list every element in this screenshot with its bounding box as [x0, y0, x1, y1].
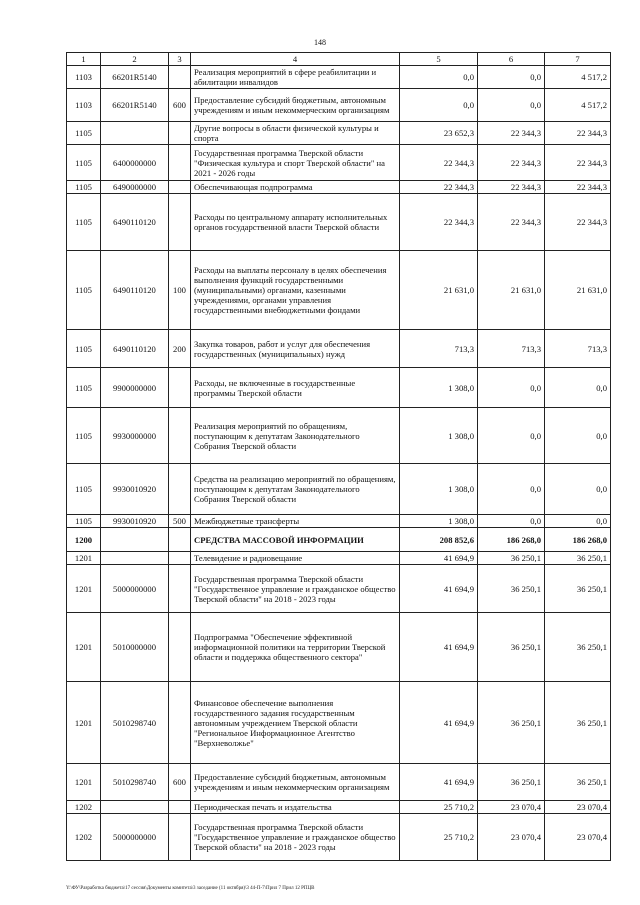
- name-cell: Расходы, не включенные в государственные программы Тверской области: [191, 368, 400, 408]
- table-row: [67, 764, 611, 801]
- section-cell: 1105: [67, 515, 101, 528]
- code-cell: [101, 122, 169, 145]
- name-cell: Закупка товаров, работ и услуг для обеспечения государственных (муниципальных) нужд: [191, 330, 400, 368]
- code-cell: 66201R5140: [101, 89, 169, 122]
- amount-2023-cell: 22 344,3: [478, 194, 545, 251]
- name-cell: Государственная программа Тверской области "Государственное управление и гражданское общество Тверской области" на 2018 - 2023 годы: [191, 565, 400, 613]
- amount-2023-cell: 36 250,1: [478, 764, 545, 801]
- table-row: [67, 565, 611, 613]
- amount-2022-cell: 1 308,0: [400, 464, 478, 515]
- amount-2024-cell: 36 250,1: [545, 682, 611, 764]
- amount-2022-cell: 1 308,0: [400, 368, 478, 408]
- amount-2022-cell: 713,3: [400, 330, 478, 368]
- page-number: 148: [314, 38, 326, 47]
- table-row: [67, 613, 611, 682]
- code-cell: 5010000000: [101, 613, 169, 682]
- amount-2024-cell: 36 250,1: [545, 764, 611, 801]
- expense-type-cell: [169, 66, 191, 89]
- table-row: [67, 251, 611, 330]
- name-cell: Реализация мероприятий в сфере реабилитации и абилитации инвалидов: [191, 66, 400, 89]
- expense-type-cell: [169, 145, 191, 181]
- expense-type-cell: 100: [169, 251, 191, 330]
- table-row: [67, 528, 611, 552]
- amount-2024-cell: 22 344,3: [545, 194, 611, 251]
- name-cell: Расходы на выплаты персоналу в целях обеспечения выполнения функций государственными (муниципальными) органами, казенными учреждениями, органами управления государственными внебюджетными фондами: [191, 251, 400, 330]
- amount-2024-cell: 23 070,4: [545, 814, 611, 861]
- amount-2023-cell: 22 344,3: [478, 181, 545, 194]
- amount-2023-cell: 36 250,1: [478, 682, 545, 764]
- name-cell: Подпрограмма "Обеспечение эффективной информационной политики на территории Тверской области и поддержка общественного сектора": [191, 613, 400, 682]
- amount-2024-cell: 0,0: [545, 464, 611, 515]
- amount-2022-cell: 23 652,3: [400, 122, 478, 145]
- amount-2023-cell: 0,0: [478, 368, 545, 408]
- table-row: [67, 552, 611, 565]
- amount-2023-cell: 186 268,0: [478, 528, 545, 552]
- file-path-footer: Y:\ФУ\Разработка бюджета\17 сессия\Документы комитета\3 заседание (11 октября)\3 44-П-7\Прил 7 Прил 12 РПЦВ: [66, 886, 315, 891]
- table-row: [67, 194, 611, 251]
- amount-2024-cell: 23 070,4: [545, 801, 611, 814]
- table-row: [67, 801, 611, 814]
- amount-2022-cell: 41 694,9: [400, 682, 478, 764]
- amount-2023-cell: 713,3: [478, 330, 545, 368]
- amount-2023-cell: 36 250,1: [478, 552, 545, 565]
- expense-type-cell: [169, 181, 191, 194]
- amount-2024-cell: 4 517,2: [545, 89, 611, 122]
- expense-type-cell: 600: [169, 764, 191, 801]
- amount-2024-cell: 36 250,1: [545, 552, 611, 565]
- section-cell: 1105: [67, 330, 101, 368]
- amount-2023-cell: 0,0: [478, 66, 545, 89]
- code-cell: 6490110120: [101, 194, 169, 251]
- expense-type-cell: 500: [169, 515, 191, 528]
- code-cell: [101, 552, 169, 565]
- column-header: 4: [191, 53, 400, 66]
- amount-2022-cell: 0,0: [400, 66, 478, 89]
- section-cell: 1103: [67, 89, 101, 122]
- code-cell: 5000000000: [101, 814, 169, 861]
- amount-2022-cell: 0,0: [400, 89, 478, 122]
- column-number-row: [67, 53, 611, 66]
- section-cell: 1202: [67, 814, 101, 861]
- expense-type-cell: [169, 801, 191, 814]
- amount-2022-cell: 22 344,3: [400, 194, 478, 251]
- table-row: [67, 814, 611, 861]
- name-cell: СРЕДСТВА МАССОВОЙ ИНФОРМАЦИИ: [191, 528, 400, 552]
- expense-type-cell: 200: [169, 330, 191, 368]
- amount-2022-cell: 1 308,0: [400, 515, 478, 528]
- section-cell: 1201: [67, 764, 101, 801]
- code-cell: 9930010920: [101, 515, 169, 528]
- code-cell: 5010298740: [101, 682, 169, 764]
- table-row: [67, 464, 611, 515]
- column-header: 1: [67, 53, 101, 66]
- budget-table: [66, 52, 611, 861]
- amount-2023-cell: 0,0: [478, 89, 545, 122]
- code-cell: 6490000000: [101, 181, 169, 194]
- code-cell: 9900000000: [101, 368, 169, 408]
- name-cell: Периодическая печать и издательства: [191, 801, 400, 814]
- amount-2023-cell: 22 344,3: [478, 122, 545, 145]
- expense-type-cell: [169, 368, 191, 408]
- section-cell: 1200: [67, 528, 101, 552]
- table-row: [67, 145, 611, 181]
- expense-type-cell: [169, 682, 191, 764]
- amount-2023-cell: 36 250,1: [478, 613, 545, 682]
- section-cell: 1201: [67, 613, 101, 682]
- amount-2023-cell: 23 070,4: [478, 801, 545, 814]
- name-cell: Государственная программа Тверской области "Государственное управление и гражданское общество Тверской области" на 2018 - 2023 годы: [191, 814, 400, 861]
- expense-type-cell: [169, 528, 191, 552]
- amount-2024-cell: 186 268,0: [545, 528, 611, 552]
- expense-type-cell: [169, 464, 191, 515]
- section-cell: 1105: [67, 368, 101, 408]
- column-header: 2: [101, 53, 169, 66]
- expense-type-cell: [169, 194, 191, 251]
- amount-2023-cell: 21 631,0: [478, 251, 545, 330]
- amount-2024-cell: 0,0: [545, 368, 611, 408]
- name-cell: Предоставление субсидий бюджетным, автономным учреждениям и иным некоммерческим организациям: [191, 764, 400, 801]
- section-cell: 1105: [67, 181, 101, 194]
- amount-2022-cell: 41 694,9: [400, 552, 478, 565]
- section-cell: 1105: [67, 251, 101, 330]
- amount-2022-cell: 25 710,2: [400, 801, 478, 814]
- table-row: [67, 515, 611, 528]
- amount-2022-cell: 41 694,9: [400, 565, 478, 613]
- name-cell: Телевидение и радиовещание: [191, 552, 400, 565]
- name-cell: Другие вопросы в области физической культуры и спорта: [191, 122, 400, 145]
- expense-type-cell: [169, 613, 191, 682]
- amount-2024-cell: 22 344,3: [545, 145, 611, 181]
- amount-2024-cell: 22 344,3: [545, 181, 611, 194]
- amount-2024-cell: 36 250,1: [545, 613, 611, 682]
- code-cell: [101, 801, 169, 814]
- amount-2022-cell: 22 344,3: [400, 181, 478, 194]
- code-cell: 9930010920: [101, 464, 169, 515]
- amount-2024-cell: 22 344,3: [545, 122, 611, 145]
- section-cell: 1202: [67, 801, 101, 814]
- amount-2022-cell: 21 631,0: [400, 251, 478, 330]
- expense-type-cell: [169, 122, 191, 145]
- section-cell: 1105: [67, 194, 101, 251]
- amount-2023-cell: 23 070,4: [478, 814, 545, 861]
- amount-2024-cell: 713,3: [545, 330, 611, 368]
- expense-type-cell: [169, 565, 191, 613]
- amount-2023-cell: 0,0: [478, 515, 545, 528]
- code-cell: 6490110120: [101, 251, 169, 330]
- name-cell: Предоставление субсидий бюджетным, автономным учреждениям и иным некоммерческим организациям: [191, 89, 400, 122]
- code-cell: [101, 528, 169, 552]
- amount-2023-cell: 36 250,1: [478, 565, 545, 613]
- table-row: [67, 122, 611, 145]
- column-header: 5: [400, 53, 478, 66]
- section-cell: 1105: [67, 464, 101, 515]
- amount-2022-cell: 25 710,2: [400, 814, 478, 861]
- name-cell: Государственная программа Тверской области "Физическая культура и спорт Тверской области" на 2021 - 2026 годы: [191, 145, 400, 181]
- section-cell: 1105: [67, 122, 101, 145]
- amount-2022-cell: 208 852,6: [400, 528, 478, 552]
- table-row: [67, 330, 611, 368]
- code-cell: 6400000000: [101, 145, 169, 181]
- amount-2024-cell: 0,0: [545, 408, 611, 464]
- amount-2023-cell: 0,0: [478, 464, 545, 515]
- table-row: [67, 682, 611, 764]
- code-cell: 6490110120: [101, 330, 169, 368]
- amount-2024-cell: 21 631,0: [545, 251, 611, 330]
- amount-2022-cell: 41 694,9: [400, 764, 478, 801]
- section-cell: 1201: [67, 682, 101, 764]
- code-cell: 66201R5140: [101, 66, 169, 89]
- section-cell: 1105: [67, 408, 101, 464]
- section-cell: 1103: [67, 66, 101, 89]
- name-cell: Средства на реализацию мероприятий по обращениям, поступающим к депутатам Законодательного Собрания Тверской области: [191, 464, 400, 515]
- section-cell: 1201: [67, 552, 101, 565]
- name-cell: Расходы по центральному аппарату исполнительных органов государственной власти Тверской области: [191, 194, 400, 251]
- amount-2022-cell: 22 344,3: [400, 145, 478, 181]
- table-row: [67, 408, 611, 464]
- column-header: 6: [478, 53, 545, 66]
- amount-2022-cell: 41 694,9: [400, 613, 478, 682]
- expense-type-cell: [169, 408, 191, 464]
- name-cell: Финансовое обеспечение выполнения государственного задания государственным автономным учреждением Тверской области "Региональное Информационное Агентство "Верхневолжье": [191, 682, 400, 764]
- table-row: [67, 181, 611, 194]
- code-cell: 9930000000: [101, 408, 169, 464]
- amount-2024-cell: 36 250,1: [545, 565, 611, 613]
- amount-2024-cell: 4 517,2: [545, 66, 611, 89]
- name-cell: Обеспечивающая подпрограмма: [191, 181, 400, 194]
- column-header: 7: [545, 53, 611, 66]
- table-row: [67, 368, 611, 408]
- column-header: 3: [169, 53, 191, 66]
- section-cell: 1105: [67, 145, 101, 181]
- expense-type-cell: [169, 552, 191, 565]
- name-cell: Межбюджетные трансферты: [191, 515, 400, 528]
- table-row: [67, 89, 611, 122]
- name-cell: Реализация мероприятий по обращениям, поступающим к депутатам Законодательного Собрания Тверской области: [191, 408, 400, 464]
- amount-2024-cell: 0,0: [545, 515, 611, 528]
- amount-2023-cell: 0,0: [478, 408, 545, 464]
- table-row: [67, 66, 611, 89]
- amount-2022-cell: 1 308,0: [400, 408, 478, 464]
- expense-type-cell: 600: [169, 89, 191, 122]
- expense-type-cell: [169, 814, 191, 861]
- section-cell: 1201: [67, 565, 101, 613]
- code-cell: 5010298740: [101, 764, 169, 801]
- code-cell: 5000000000: [101, 565, 169, 613]
- amount-2023-cell: 22 344,3: [478, 145, 545, 181]
